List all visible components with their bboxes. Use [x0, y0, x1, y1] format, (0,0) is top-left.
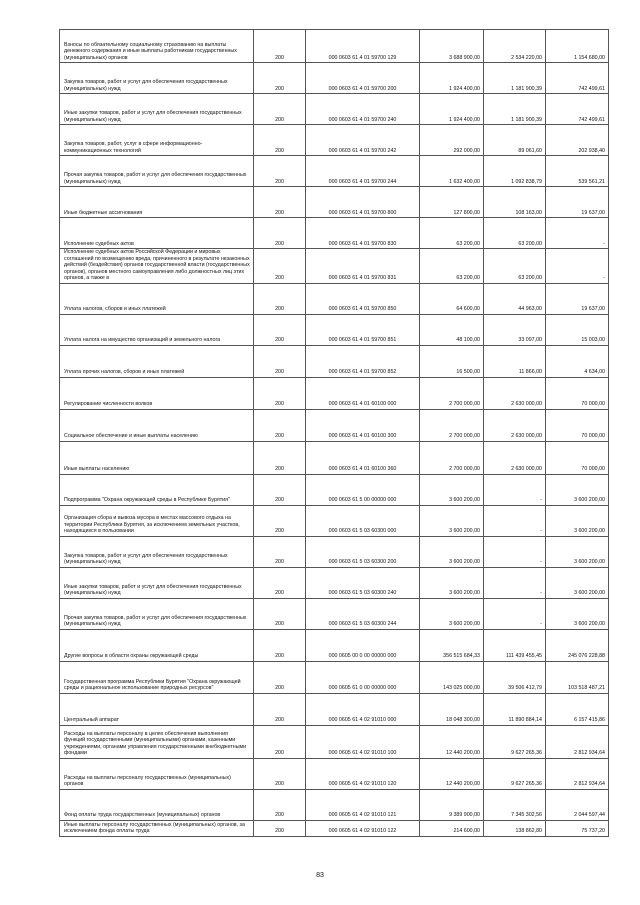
row-code: 200 — [254, 249, 306, 284]
row-name: Закупка товаров, работ и услуг для обеспечения государственных (муниципальных) нужд — [60, 63, 254, 94]
row-approved: 3 600 200,00 — [420, 567, 484, 598]
row-code: 200 — [254, 218, 306, 249]
table-row — [60, 377, 609, 409]
row-executed: - — [484, 474, 546, 505]
row-unexecuted: 2 812 934,64 — [546, 758, 609, 789]
row-executed: 44 963,00 — [484, 283, 546, 314]
row-approved: 292 000,00 — [420, 125, 484, 156]
row-code: 200 — [254, 629, 306, 661]
table-row — [60, 314, 609, 345]
row-kbk: 000 0605 61 4 02 91010 121 — [306, 789, 420, 820]
budget-execution-table — [59, 29, 609, 837]
row-code: 200 — [254, 474, 306, 505]
row-code: 200 — [254, 661, 306, 693]
row-approved: 214 600,00 — [420, 820, 484, 836]
row-code: 200 — [254, 693, 306, 725]
row-executed: 2 534 220,00 — [484, 30, 546, 63]
row-name: Взносы по обязательному социальному страхованию на выплаты денежного содержания и иные выплаты работникам государственных (муниципальных) органов — [60, 30, 254, 63]
row-unexecuted: - — [546, 249, 609, 284]
row-executed: 63 200,00 — [484, 249, 546, 284]
row-executed: 39 506 412,79 — [484, 661, 546, 693]
row-unexecuted: 1 154 680,00 — [546, 30, 609, 63]
table-row — [60, 94, 609, 125]
row-approved: 3 688 900,00 — [420, 30, 484, 63]
row-code: 200 — [254, 820, 306, 836]
row-code: 200 — [254, 409, 306, 441]
row-kbk: 000 0603 61 5 03 60300 240 — [306, 567, 420, 598]
row-name: Прочая закупка товаров, работ и услуг для обеспечения государственных (муниципальных) нужд — [60, 156, 254, 187]
row-approved: 2 700 000,00 — [420, 441, 484, 474]
table-row — [60, 536, 609, 567]
table-row — [60, 693, 609, 725]
row-unexecuted: 19 637,00 — [546, 187, 609, 218]
row-kbk: 000 0603 61 4 01 59700 200 — [306, 63, 420, 94]
row-name: Иные бюджетные ассигнования — [60, 187, 254, 218]
row-executed: 2 630 000,00 — [484, 441, 546, 474]
row-name: Закупка товаров, работ, услуг в сфере информационно-коммуникационных технологий — [60, 125, 254, 156]
row-unexecuted: 103 518 487,21 — [546, 661, 609, 693]
row-name: Центральный аппарат — [60, 693, 254, 725]
row-approved: 3 600 200,00 — [420, 505, 484, 536]
table-row — [60, 30, 609, 63]
row-approved: 48 100,00 — [420, 314, 484, 345]
row-code: 200 — [254, 314, 306, 345]
row-name: Организация сбора и вывоза мусора в местах массового отдыха на территории Республики Бурятия, за исключением земельных участков, находящихся в пользовании — [60, 505, 254, 536]
row-unexecuted: 15 003,00 — [546, 314, 609, 345]
table-row — [60, 409, 609, 441]
row-unexecuted: 6 157 415,86 — [546, 693, 609, 725]
table-row — [60, 249, 609, 284]
row-executed: 11 866,00 — [484, 345, 546, 377]
row-approved: 12 440 200,00 — [420, 758, 484, 789]
row-code: 200 — [254, 345, 306, 377]
table-row — [60, 629, 609, 661]
row-unexecuted: 3 600 200,00 — [546, 505, 609, 536]
row-unexecuted: 202 938,40 — [546, 125, 609, 156]
row-name: Государственная программа Республики Бурятия "Охрана окружающей среды и рациональное использование природных ресурсов" — [60, 661, 254, 693]
row-name: Фонд оплаты труда государственных (муниципальных) органов — [60, 789, 254, 820]
row-code: 200 — [254, 505, 306, 536]
table-row — [60, 345, 609, 377]
table-row — [60, 441, 609, 474]
row-code: 200 — [254, 30, 306, 63]
row-executed: 33 097,00 — [484, 314, 546, 345]
row-unexecuted: 3 600 200,00 — [546, 567, 609, 598]
row-approved: 2 700 000,00 — [420, 377, 484, 409]
row-executed: - — [484, 598, 546, 629]
row-name: Исполнение судебных актов — [60, 218, 254, 249]
row-name: Уплата налога на имущество организаций и земельного налога — [60, 314, 254, 345]
row-executed: 1 181 900,39 — [484, 63, 546, 94]
row-name: Иные закупки товаров, работ и услуг для обеспечения государственных (муниципальных) нужд — [60, 94, 254, 125]
row-code: 200 — [254, 63, 306, 94]
row-executed: 63 200,00 — [484, 218, 546, 249]
row-approved: 356 515 684,33 — [420, 629, 484, 661]
row-unexecuted: 742 499,61 — [546, 63, 609, 94]
row-kbk: 000 0603 61 4 01 59700 831 — [306, 249, 420, 284]
row-code: 200 — [254, 441, 306, 474]
row-approved: 2 700 000,00 — [420, 409, 484, 441]
table-row — [60, 758, 609, 789]
row-kbk: 000 0603 61 5 03 60300 244 — [306, 598, 420, 629]
row-executed: 111 439 455,45 — [484, 629, 546, 661]
row-kbk: 000 0605 61 4 02 91010 000 — [306, 693, 420, 725]
row-approved: 143 025 000,00 — [420, 661, 484, 693]
row-approved: 3 600 200,00 — [420, 536, 484, 567]
row-name: Уплата налогов, сборов и иных платежей — [60, 283, 254, 314]
row-kbk: 000 0605 00 0 00 00000 000 — [306, 629, 420, 661]
row-kbk: 000 0603 61 4 01 60100 360 — [306, 441, 420, 474]
row-executed: 2 630 000,00 — [484, 409, 546, 441]
row-approved: 18 048 300,00 — [420, 693, 484, 725]
table-row — [60, 218, 609, 249]
row-unexecuted: 3 600 200,00 — [546, 474, 609, 505]
row-unexecuted: 245 076 228,88 — [546, 629, 609, 661]
row-kbk: 000 0603 61 4 01 59700 242 — [306, 125, 420, 156]
row-executed: 138 862,80 — [484, 820, 546, 836]
table-row — [60, 63, 609, 94]
table-row — [60, 156, 609, 187]
row-code: 200 — [254, 758, 306, 789]
row-kbk: 000 0603 61 4 01 60100 300 — [306, 409, 420, 441]
row-code: 200 — [254, 283, 306, 314]
row-code: 200 — [254, 598, 306, 629]
row-executed: - — [484, 567, 546, 598]
row-unexecuted: 2 812 934,64 — [546, 725, 609, 758]
row-kbk: 000 0603 61 4 01 59700 244 — [306, 156, 420, 187]
table-row — [60, 598, 609, 629]
row-kbk: 000 0603 61 4 01 60100 000 — [306, 377, 420, 409]
row-name: Исполнение судебных актов Российской Федерации и мировых соглашений по возмещению вреда, причиненного в результате незаконных действий (бездействия) органов государственной власти (государственных органов), органов местного самоуправления либо должностных лиц этих органов, а также в — [60, 249, 254, 284]
row-unexecuted: 70 000,00 — [546, 409, 609, 441]
row-unexecuted: - — [546, 218, 609, 249]
row-unexecuted: 742 499,61 — [546, 94, 609, 125]
row-code: 200 — [254, 187, 306, 218]
row-unexecuted: 3 600 200,00 — [546, 536, 609, 567]
row-kbk: 000 0603 61 4 01 59700 240 — [306, 94, 420, 125]
row-unexecuted: 2 044 597,44 — [546, 789, 609, 820]
row-kbk: 000 0605 61 4 02 91010 122 — [306, 820, 420, 836]
table-row — [60, 125, 609, 156]
row-code: 200 — [254, 94, 306, 125]
row-kbk: 000 0603 61 4 01 59700 800 — [306, 187, 420, 218]
row-executed: 11 890 884,14 — [484, 693, 546, 725]
row-approved: 1 924 400,00 — [420, 63, 484, 94]
row-kbk: 000 0603 61 5 00 00000 000 — [306, 474, 420, 505]
row-kbk: 000 0605 61 4 02 91010 100 — [306, 725, 420, 758]
row-name: Расходы на выплаты персоналу государственных (муниципальных) органов — [60, 758, 254, 789]
row-name: Иные выплаты населению — [60, 441, 254, 474]
row-approved: 16 500,00 — [420, 345, 484, 377]
row-name: Регулирование численности волков — [60, 377, 254, 409]
row-code: 200 — [254, 156, 306, 187]
row-name: Иные выплаты персоналу государственных (муниципальных) органов, за исключением фонда оплаты труда — [60, 820, 254, 836]
row-name: Уплата прочих налогов, сборов и иных платежей — [60, 345, 254, 377]
row-code: 200 — [254, 125, 306, 156]
row-executed: 1 181 900,39 — [484, 94, 546, 125]
row-kbk: 000 0605 61 0 00 00000 000 — [306, 661, 420, 693]
row-kbk: 000 0603 61 4 01 59700 129 — [306, 30, 420, 63]
row-executed: 9 627 265,36 — [484, 758, 546, 789]
row-approved: 127 800,00 — [420, 187, 484, 218]
row-unexecuted: 3 600 200,00 — [546, 598, 609, 629]
row-approved: 9 389 900,00 — [420, 789, 484, 820]
row-code: 200 — [254, 725, 306, 758]
row-name: Подпрограмма "Охрана окружающей среды в Республике Бурятия" — [60, 474, 254, 505]
row-kbk: 000 0603 61 4 01 59700 852 — [306, 345, 420, 377]
table-row — [60, 505, 609, 536]
row-approved: 1 924 400,00 — [420, 94, 484, 125]
table-row — [60, 820, 609, 836]
row-approved: 1 632 400,00 — [420, 156, 484, 187]
row-unexecuted: 539 561,21 — [546, 156, 609, 187]
table-row — [60, 283, 609, 314]
row-code: 200 — [254, 789, 306, 820]
row-unexecuted: 70 000,00 — [546, 441, 609, 474]
row-executed: 9 627 265,36 — [484, 725, 546, 758]
table-body — [60, 30, 609, 837]
row-executed: 2 630 000,00 — [484, 377, 546, 409]
row-name: Расходы на выплаты персоналу в целях обеспечения выполнения функций государственными (муниципальными) органами, казенными учреждениями, органами управления государственными внебюджетными фондами — [60, 725, 254, 758]
page-number: 83 — [316, 872, 324, 879]
row-kbk: 000 0603 61 5 03 60300 200 — [306, 536, 420, 567]
row-code: 200 — [254, 567, 306, 598]
row-unexecuted: 75 737,20 — [546, 820, 609, 836]
row-approved: 3 600 200,00 — [420, 474, 484, 505]
table-row — [60, 789, 609, 820]
row-unexecuted: 70 000,00 — [546, 377, 609, 409]
row-executed: - — [484, 536, 546, 567]
row-name: Прочая закупка товаров, работ и услуг для обеспечения государственных (муниципальных) нужд — [60, 598, 254, 629]
row-executed: 108 163,00 — [484, 187, 546, 218]
row-unexecuted: 19 637,00 — [546, 283, 609, 314]
row-code: 200 — [254, 377, 306, 409]
table-row — [60, 474, 609, 505]
row-name: Иные закупки товаров, работ и услуг для обеспечения государственных (муниципальных) нужд — [60, 567, 254, 598]
table-row — [60, 187, 609, 218]
row-executed: 7 345 302,56 — [484, 789, 546, 820]
row-executed: 1 092 838,79 — [484, 156, 546, 187]
table-row — [60, 567, 609, 598]
row-approved: 63 200,00 — [420, 249, 484, 284]
row-kbk: 000 0605 61 4 02 91010 120 — [306, 758, 420, 789]
row-executed: 89 061,60 — [484, 125, 546, 156]
row-kbk: 000 0603 61 5 03 60300 000 — [306, 505, 420, 536]
row-code: 200 — [254, 536, 306, 567]
row-name: Социальное обеспечение и иные выплаты населению — [60, 409, 254, 441]
row-approved: 63 200,00 — [420, 218, 484, 249]
row-approved: 12 440 200,00 — [420, 725, 484, 758]
row-approved: 3 600 200,00 — [420, 598, 484, 629]
row-kbk: 000 0603 61 4 01 59700 830 — [306, 218, 420, 249]
table-row — [60, 725, 609, 758]
row-kbk: 000 0603 61 4 01 59700 850 — [306, 283, 420, 314]
row-approved: 64 600,00 — [420, 283, 484, 314]
row-name: Закупка товаров, работ и услуг для обеспечения государственных (муниципальных) нужд — [60, 536, 254, 567]
row-name: Другие вопросы в области охраны окружающей среды — [60, 629, 254, 661]
table-row — [60, 661, 609, 693]
row-unexecuted: 4 634,00 — [546, 345, 609, 377]
row-executed: - — [484, 505, 546, 536]
row-kbk: 000 0603 61 4 01 59700 851 — [306, 314, 420, 345]
